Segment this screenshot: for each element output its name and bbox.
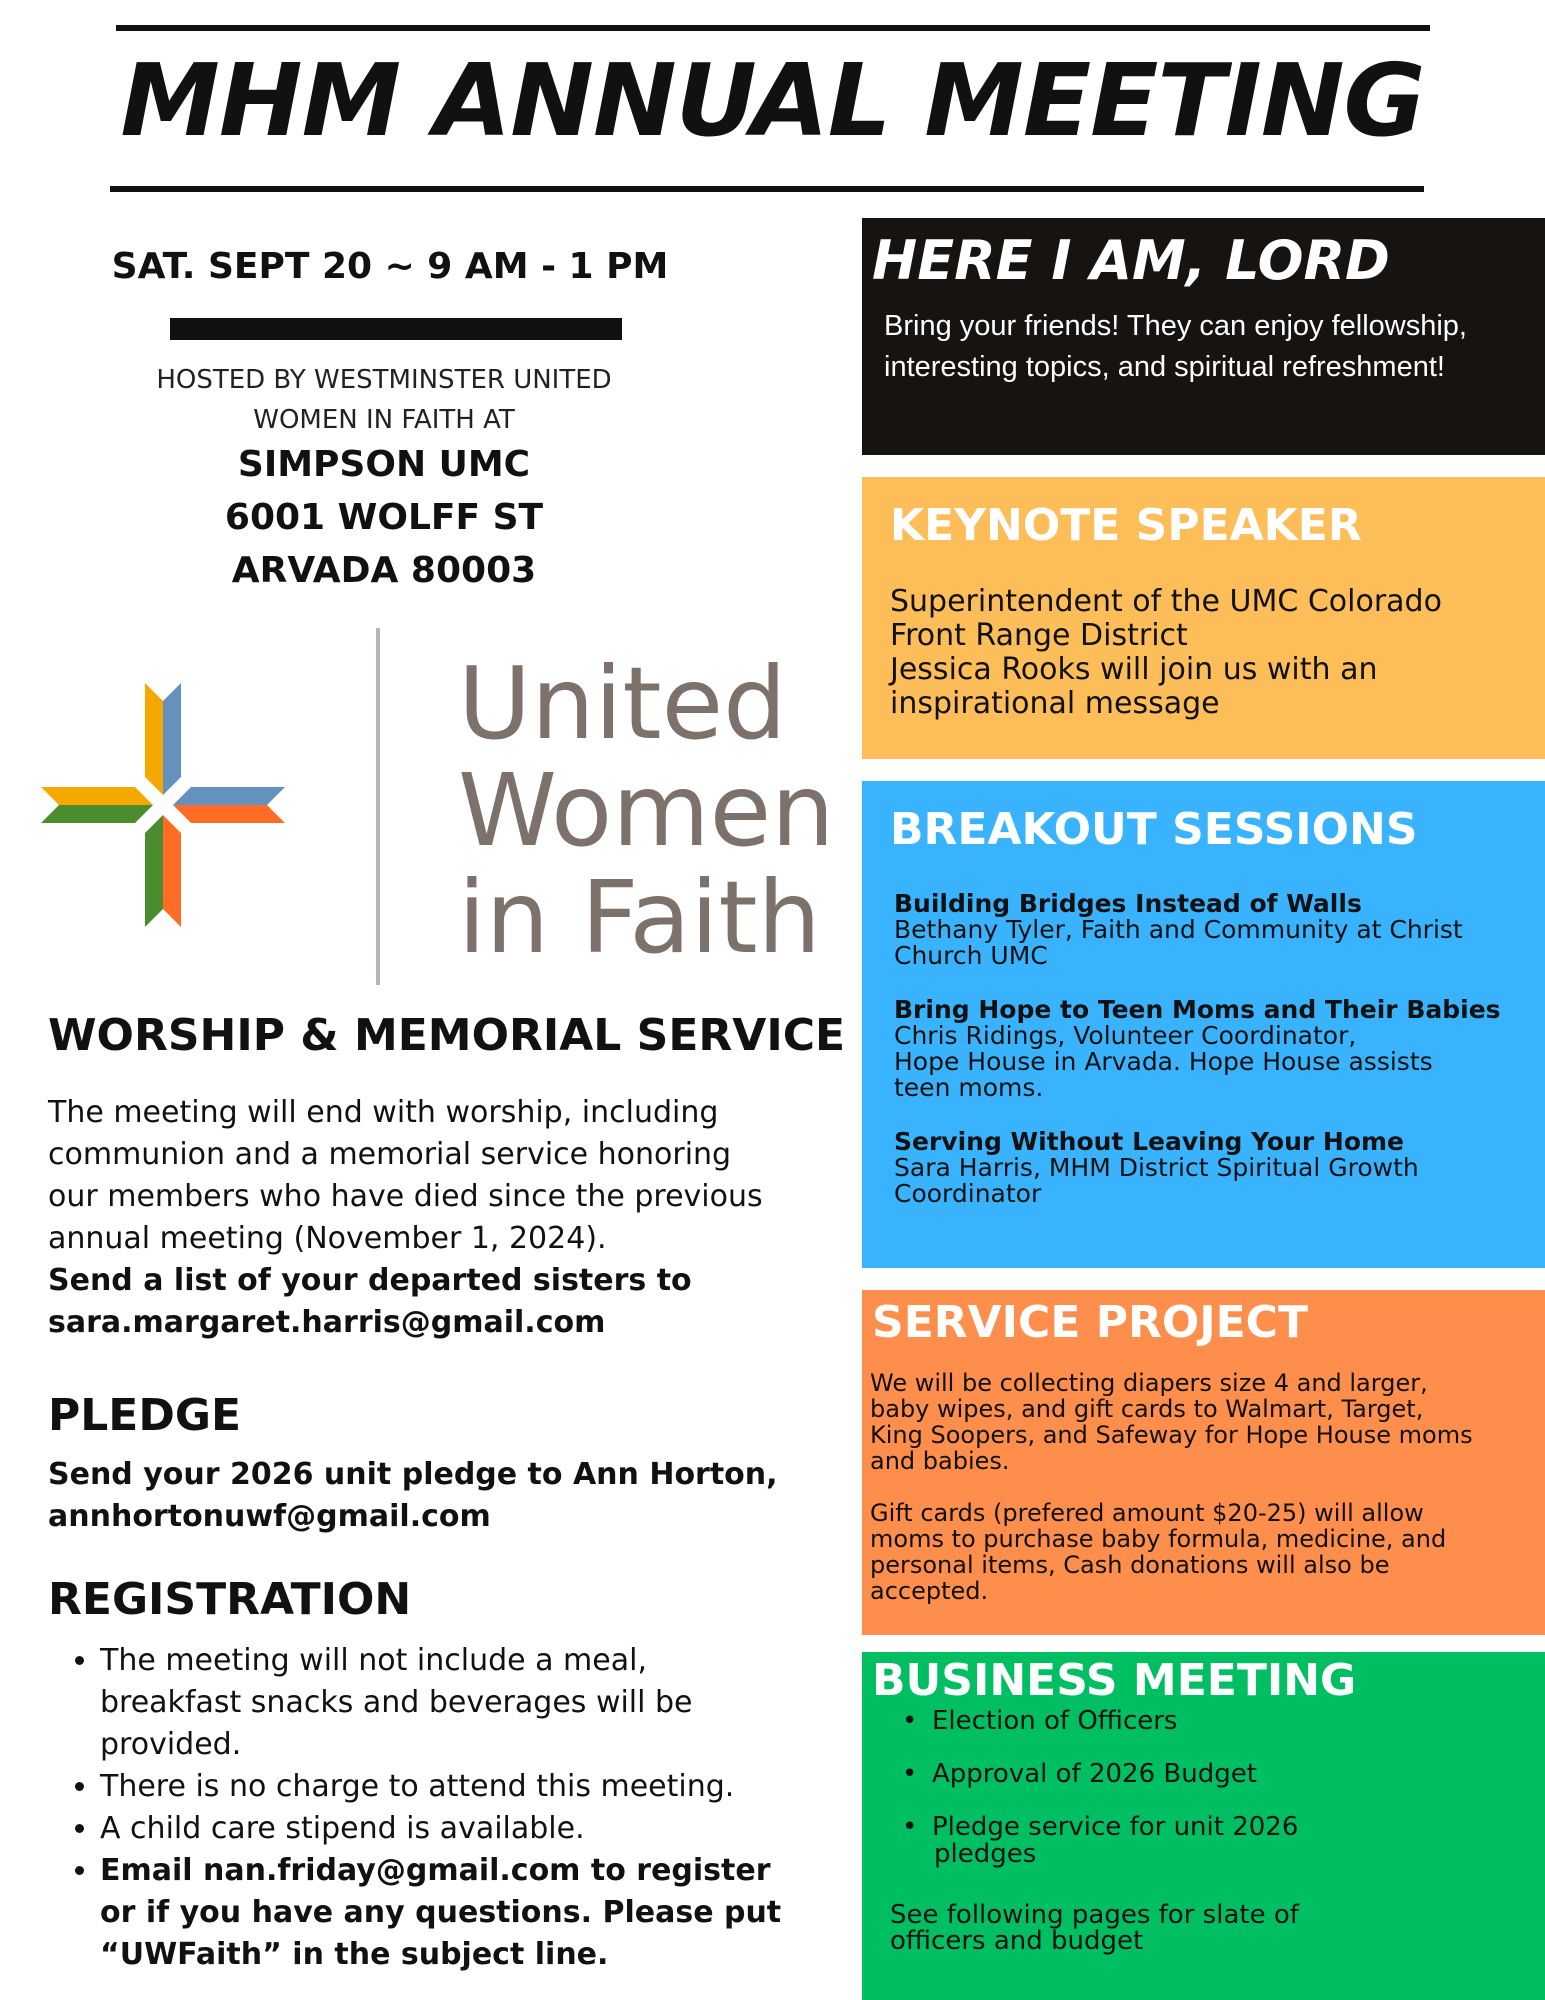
session-desc: Coordinator	[894, 1179, 1042, 1208]
venue-address	[90, 438, 678, 597]
logo-word: Women	[458, 752, 835, 869]
venue-city: ARVADA 80003	[231, 550, 537, 591]
session-3	[894, 1129, 1419, 1207]
here-i-am-line: interesting topics, and spiritual refreshment!	[884, 351, 1445, 383]
session-2	[894, 997, 1501, 1101]
session-1	[894, 891, 1463, 969]
session-desc: Sara Harris, MHM District Spiritual Growth	[894, 1153, 1419, 1182]
pledge-body	[48, 1454, 808, 1538]
business-list	[862, 1708, 1298, 1894]
breakout-panel	[862, 781, 1545, 1268]
registration-heading: REGISTRATION	[48, 1574, 412, 1625]
keynote-body	[890, 585, 1442, 721]
list-item: • Approval of 2026 Budget	[862, 1761, 1298, 1788]
worship-email: sara.margaret.harris@gmail.com	[48, 1305, 606, 1340]
keynote-heading: KEYNOTE SPEAKER	[890, 500, 1362, 551]
business-heading: BUSINESS MEETING	[872, 1655, 1357, 1706]
session-desc: Bethany Tyler, Faith and Community at Christ	[894, 915, 1463, 944]
session-desc: teen moms.	[894, 1073, 1044, 1102]
service-line: accepted.	[870, 1577, 989, 1605]
service-line: We will be collecting diapers size 4 and larger,	[870, 1369, 1428, 1397]
list-item: • There is no charge to attend this meeting.	[100, 1766, 860, 1808]
keynote-line: inspirational message	[890, 686, 1220, 721]
logo-petal-green	[145, 815, 163, 927]
business-note	[890, 1902, 1299, 1954]
logo-divider	[376, 628, 380, 985]
service-line: personal items, Cash donations will also be	[870, 1551, 1390, 1579]
business-note-line: officers and budget	[890, 1926, 1144, 1956]
logo-petal-yellow	[145, 683, 163, 795]
here-i-am-panel	[862, 218, 1545, 455]
service-line: and babies.	[870, 1447, 1010, 1475]
list-item	[862, 1814, 1298, 1868]
logo-petal-blue-right	[173, 787, 285, 805]
registration-list	[48, 1640, 860, 1976]
service-line: Gift cards (prefered amount $20-25) will allow	[870, 1499, 1424, 1527]
list-item-line: breakfast snacks and beverages will be	[100, 1685, 693, 1720]
keynote-line: Jessica Rooks will join us with an	[890, 652, 1378, 687]
worship-heading: WORSHIP & MEMORIAL SERVICE	[48, 1010, 846, 1061]
pledge-email: annhortonuwf@gmail.com	[48, 1499, 491, 1534]
worship-line: our members who have died since the previous	[48, 1179, 763, 1214]
worship-line: annual meeting (November 1, 2024).	[48, 1221, 607, 1256]
list-item	[100, 1640, 860, 1766]
here-i-am-heading: HERE I AM, LORD	[872, 229, 1390, 292]
logo-wordmark	[458, 645, 835, 976]
uwf-flower-icon	[18, 660, 308, 950]
session-title: Bring Hope to Teen Moms and Their Babies	[894, 995, 1501, 1024]
service-body	[870, 1370, 1536, 1604]
business-meeting-panel	[862, 1652, 1545, 2000]
list-item-line: • Pledge service for unit 2026	[932, 1812, 1299, 1842]
event-date: SAT. SEPT 20 ~ 9 AM - 1 PM	[111, 246, 669, 287]
keynote-line: Front Range District	[890, 618, 1188, 653]
list-item: • Election of Officers	[862, 1708, 1298, 1735]
venue-street: 6001 WOLFF ST	[224, 497, 544, 538]
service-heading: SERVICE PROJECT	[872, 1297, 1308, 1348]
list-item-line: • The meeting will not include a meal,	[100, 1643, 647, 1678]
session-desc: Church UMC	[894, 941, 1048, 970]
keynote-line: Superintendent of the UMC Colorado	[890, 584, 1442, 619]
worship-instruction: Send a list of your departed sisters to	[48, 1263, 692, 1298]
logo-petal-yellow-left	[41, 787, 153, 805]
session-desc: Hope House in Arvada. Hope House assists	[894, 1047, 1433, 1076]
service-project-panel	[862, 1290, 1545, 1635]
logo-word: United	[458, 645, 787, 762]
service-line: King Soopers, and Safeway for Hope House moms	[870, 1421, 1473, 1449]
list-item-line: • Email nan.friday@gmail.com to register	[100, 1853, 771, 1888]
page-title: MHM ANNUAL MEETING	[120, 42, 1425, 159]
session-title: Building Bridges Instead of Walls	[894, 889, 1362, 918]
header-top-rule	[116, 25, 1430, 31]
session-title: Serving Without Leaving Your Home	[894, 1127, 1405, 1156]
here-i-am-line: Bring your friends! They can enjoy fellowship,	[884, 310, 1467, 342]
pledge-heading: PLEDGE	[48, 1390, 242, 1441]
service-line: moms to purchase baby formula, medicine, and	[870, 1525, 1447, 1553]
venue-name: SIMPSON UMC	[237, 444, 531, 485]
breakout-heading: BREAKOUT SESSIONS	[890, 804, 1418, 855]
list-item-line: or if you have any questions. Please put	[100, 1895, 782, 1930]
hosted-line: HOSTED BY WESTMINSTER UNITED	[156, 365, 612, 395]
list-item: • A child care stipend is available.	[100, 1808, 860, 1850]
list-item	[100, 1850, 860, 1976]
hosted-line: WOMEN IN FAITH AT	[253, 405, 515, 435]
paragraph-gap	[870, 1474, 1536, 1500]
service-line: baby wipes, and gift cards to Walmart, Target,	[870, 1395, 1424, 1423]
keynote-panel	[862, 477, 1545, 759]
pledge-line: Send your 2026 unit pledge to Ann Horton,	[48, 1457, 778, 1492]
worship-line: The meeting will end with worship, including	[48, 1095, 719, 1130]
list-item-line: “UWFaith” in the subject line.	[100, 1937, 609, 1972]
logo-word: in Faith	[458, 859, 821, 976]
logo-petal-green-left	[41, 805, 153, 823]
logo-petal-orange-right	[173, 805, 285, 823]
list-item-line: provided.	[100, 1727, 242, 1762]
session-desc: Chris Ridings, Volunteer Coordinator,	[894, 1021, 1357, 1050]
hosted-by	[90, 360, 678, 440]
header-bottom-rule	[110, 186, 1424, 192]
business-note-line: See following pages for slate of	[890, 1900, 1299, 1930]
worship-line: communion and a memorial service honoring	[48, 1137, 732, 1172]
list-item-line: pledges	[934, 1839, 1037, 1869]
logo-petal-blue	[163, 683, 181, 795]
date-divider	[170, 318, 622, 340]
worship-body	[48, 1092, 808, 1344]
logo-petal-orange	[163, 815, 181, 927]
here-i-am-body	[884, 306, 1467, 388]
